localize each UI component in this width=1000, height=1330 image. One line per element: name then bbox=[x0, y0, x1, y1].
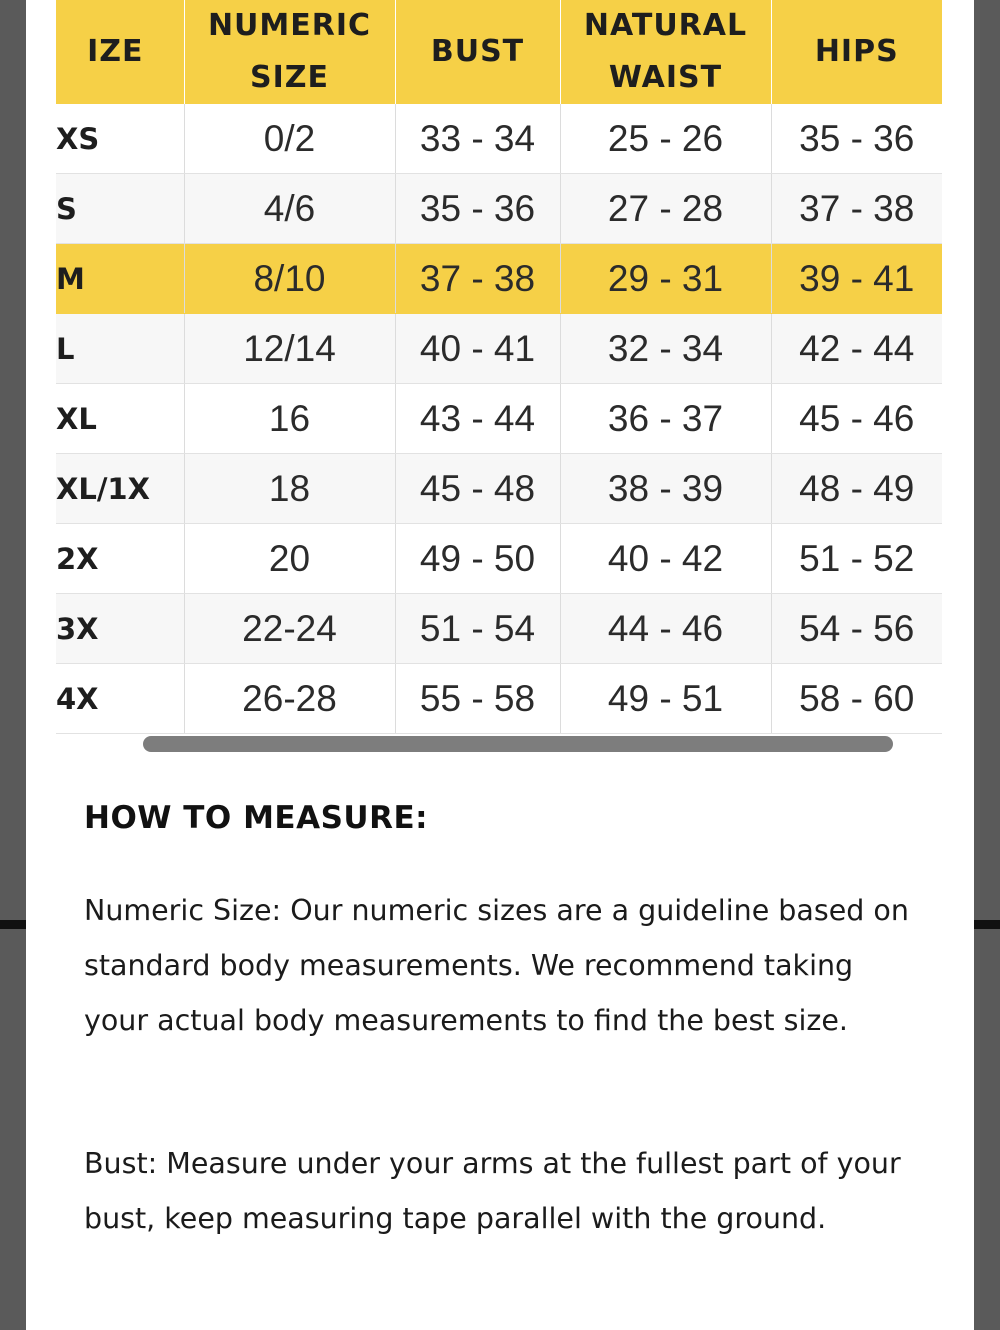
cell-numeric: 8/10 bbox=[184, 244, 395, 314]
cell-waist: 36 - 37 bbox=[560, 384, 771, 454]
cell-hips: 48 - 49 bbox=[771, 454, 942, 524]
cell-size: XL/1X bbox=[56, 454, 184, 524]
bust-paragraph: Bust: Measure under your arms at the fullest part of your bust, keep measuring tape parallel with the ground. bbox=[84, 1147, 901, 1235]
horizontal-scrollbar[interactable] bbox=[143, 736, 893, 752]
size-row-s bbox=[56, 174, 942, 244]
cell-size: L bbox=[56, 314, 184, 384]
cell-size: S bbox=[56, 174, 184, 244]
left-edge-marker bbox=[0, 920, 26, 929]
cell-bust: 35 - 36 bbox=[395, 174, 560, 244]
cell-waist: 27 - 28 bbox=[560, 174, 771, 244]
size-guide-sheet bbox=[26, 0, 974, 1330]
cell-bust: 45 - 48 bbox=[395, 454, 560, 524]
size-table bbox=[56, 0, 942, 734]
header-numeric-line-1: NUMERIC bbox=[207, 8, 372, 43]
cell-size: 4X bbox=[56, 664, 184, 734]
cell-numeric: 18 bbox=[184, 454, 395, 524]
cell-numeric: 22-24 bbox=[184, 594, 395, 664]
cell-numeric: 16 bbox=[184, 384, 395, 454]
cell-hips: 42 - 44 bbox=[771, 314, 942, 384]
cell-numeric: 0/2 bbox=[184, 104, 395, 174]
cell-bust: 37 - 38 bbox=[395, 244, 560, 314]
cell-bust: 55 - 58 bbox=[395, 664, 560, 734]
size-row-xl-1x bbox=[56, 454, 942, 524]
size-row-2x bbox=[56, 524, 942, 594]
size-row-xl bbox=[56, 384, 942, 454]
size-table-header-row bbox=[56, 0, 942, 104]
cell-size: M bbox=[56, 244, 184, 314]
cell-numeric: 20 bbox=[184, 524, 395, 594]
header-waist-line-1: NATURAL bbox=[583, 8, 748, 43]
cell-bust: 33 - 34 bbox=[395, 104, 560, 174]
cell-size: XL bbox=[56, 384, 184, 454]
cell-waist: 49 - 51 bbox=[560, 664, 771, 734]
cell-bust: 40 - 41 bbox=[395, 314, 560, 384]
header-size bbox=[56, 0, 184, 104]
cell-numeric: 4/6 bbox=[184, 174, 395, 244]
cell-hips: 54 - 56 bbox=[771, 594, 942, 664]
cell-hips: 45 - 46 bbox=[771, 384, 942, 454]
cell-waist: 29 - 31 bbox=[560, 244, 771, 314]
size-row-m bbox=[56, 244, 942, 314]
header-bust-label: BUST bbox=[430, 34, 525, 69]
how-to-measure-heading: HOW TO MEASURE: bbox=[84, 800, 429, 836]
cell-waist: 44 - 46 bbox=[560, 594, 771, 664]
header-bust bbox=[395, 0, 560, 104]
header-numeric-size bbox=[184, 0, 395, 104]
cell-waist: 25 - 26 bbox=[560, 104, 771, 174]
header-waist-line-2: WAIST bbox=[608, 60, 723, 95]
size-row-3x bbox=[56, 594, 942, 664]
cell-hips: 37 - 38 bbox=[771, 174, 942, 244]
cell-waist: 32 - 34 bbox=[560, 314, 771, 384]
cell-hips: 58 - 60 bbox=[771, 664, 942, 734]
header-size-label: IZE bbox=[87, 34, 144, 69]
cell-waist: 40 - 42 bbox=[560, 524, 771, 594]
cell-waist: 38 - 39 bbox=[560, 454, 771, 524]
cell-size: 2X bbox=[56, 524, 184, 594]
cell-numeric: 12/14 bbox=[184, 314, 395, 384]
size-row-l bbox=[56, 314, 942, 384]
cell-bust: 43 - 44 bbox=[395, 384, 560, 454]
cell-size: 3X bbox=[56, 594, 184, 664]
header-hips bbox=[771, 0, 942, 104]
header-numeric-line-2: SIZE bbox=[249, 60, 329, 95]
cell-numeric: 26-28 bbox=[184, 664, 395, 734]
header-hips-label: HIPS bbox=[814, 34, 899, 69]
numeric-size-paragraph: Numeric Size: Our numeric sizes are a guideline based on standard body measurements. We recommend taking your actual body measurements to find the best size. bbox=[84, 894, 909, 1037]
scrollbar-thumb[interactable] bbox=[143, 736, 893, 752]
cell-hips: 51 - 52 bbox=[771, 524, 942, 594]
cell-bust: 49 - 50 bbox=[395, 524, 560, 594]
right-edge-marker bbox=[974, 920, 1000, 929]
cell-hips: 35 - 36 bbox=[771, 104, 942, 174]
header-natural-waist bbox=[560, 0, 771, 104]
size-row-4x bbox=[56, 664, 942, 734]
cell-bust: 51 - 54 bbox=[395, 594, 560, 664]
size-table-scroll-area[interactable] bbox=[56, 0, 942, 730]
cell-hips: 39 - 41 bbox=[771, 244, 942, 314]
size-row-xs bbox=[56, 104, 942, 174]
cell-size: XS bbox=[56, 104, 184, 174]
